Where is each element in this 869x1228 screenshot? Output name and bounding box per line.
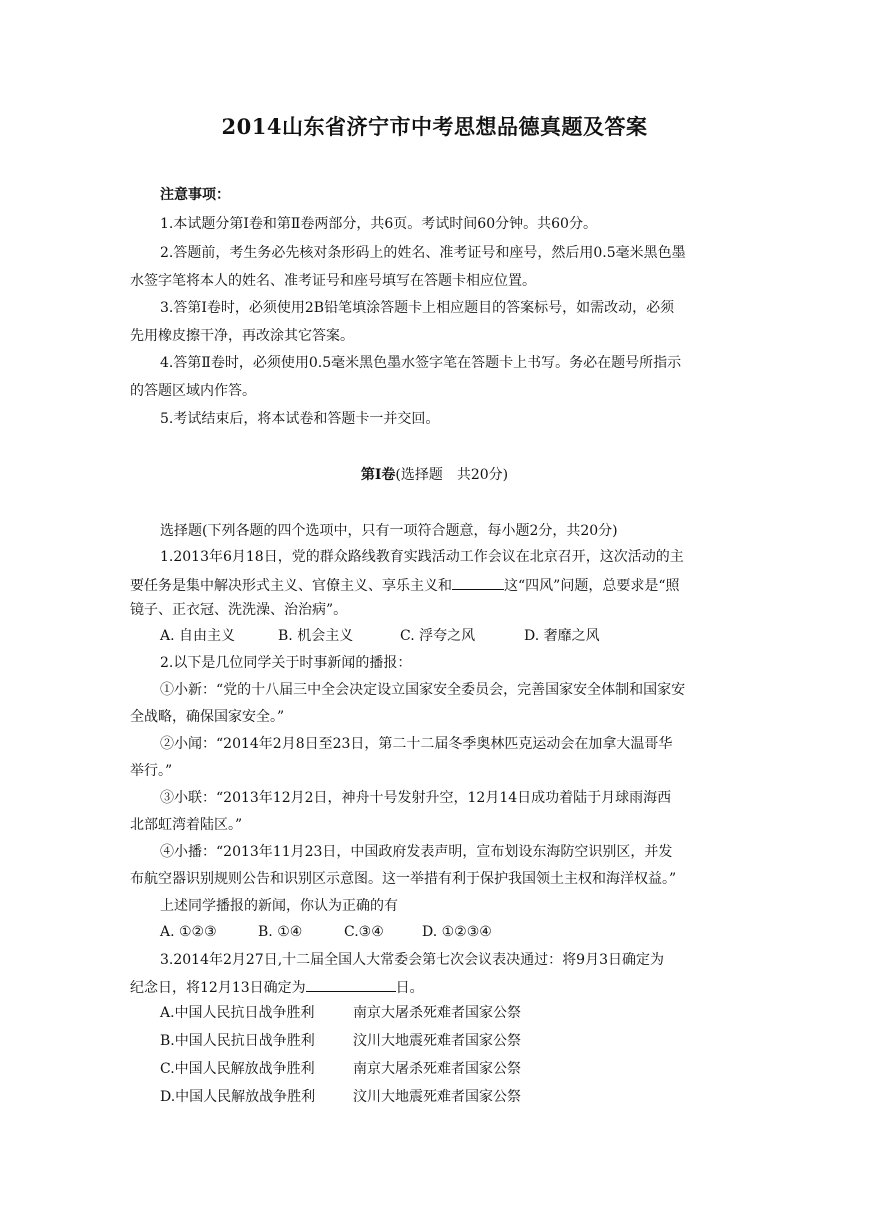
q3-line2 xyxy=(130,977,740,997)
q2-item: ④小播：“2013年11月23日，中国政府发表声明，宣布划设东海防空识别区，并发 xyxy=(160,844,673,860)
q3-option-a-day: 南京大屠杀死难者国家公祭 xyxy=(353,1005,521,1021)
section-title-rest: (选择题 共20分) xyxy=(395,467,509,483)
q1-line2-b: 这“四风”问题，总要求是“照 xyxy=(504,578,680,594)
q2-item: ①小新：“党的十八届三中全会决定设立国家安全委员会，完善国家安全体制和国家安 xyxy=(160,682,686,698)
q3-option-b-event: B.中国人民抗日战争胜利 xyxy=(160,1033,315,1049)
q1-line3: 镜子、正衣冠、洗洗澡、治治病”。 xyxy=(130,602,348,618)
q2-question: 上述同学播报的新闻，你认为正确的有 xyxy=(160,898,398,914)
notice-heading: 注意事项： xyxy=(160,187,230,203)
q3-option xyxy=(160,1088,740,1106)
q3-line2-a: 纪念日，将12月13日确定为 xyxy=(130,980,306,996)
q2-intro: 2.以下是几位同学关于时事新闻的播报： xyxy=(160,655,412,671)
section-title-bold: 第Ⅰ卷 xyxy=(360,467,396,483)
q3-option-d-event: D.中国人民解放战争胜利 xyxy=(160,1089,316,1105)
q2-item: 全战略，确保国家安全。” xyxy=(130,709,285,725)
q1-blank xyxy=(452,575,504,590)
q1-line1: 1.2013年6月18日，党的群众路线教育实践活动工作会议在北京召开，这次活动的主 xyxy=(160,549,684,565)
notice-item: 4.答第Ⅱ卷时，必须使用0.5毫米黑色墨水签字笔在答题卡上书写。务必在题号所指示 xyxy=(160,355,682,371)
section-title xyxy=(0,466,869,484)
q3-option-d-day: 汶川大地震死难者国家公祭 xyxy=(353,1089,521,1105)
q1-option-b: B. 机会主义 xyxy=(278,628,354,644)
notice-item: 的答题区域内作答。 xyxy=(130,383,256,399)
notice-item: 1.本试题分第Ⅰ卷和第Ⅱ卷两部分，共6页。考试时间60分钟。共60分。 xyxy=(160,216,597,232)
q2-item: 举行。” xyxy=(130,763,173,779)
q1-line2-a: 要任务是集中解决形式主义、官僚主义、享乐主义和 xyxy=(130,578,452,594)
q2-item: 北部虹湾着陆区。” xyxy=(130,817,243,833)
q1-line2 xyxy=(130,575,740,595)
notice-item: 先用橡皮擦干净，再改涂其它答案。 xyxy=(130,328,354,344)
page-title: 2014山东省济宁市中考思想品德真题及答案 xyxy=(221,114,648,139)
q1-option-c: C. 浮夸之风 xyxy=(400,628,476,644)
q2-option-d: D. ①②③④ xyxy=(422,924,492,940)
q1-options xyxy=(160,627,740,645)
q3-option-b-day: 汶川大地震死难者国家公祭 xyxy=(353,1033,521,1049)
q3-option xyxy=(160,1060,740,1078)
q2-item: ②小闻：“2014年2月8日至23日，第二十二届冬季奥林匹克运动会在加拿大温哥华 xyxy=(160,736,673,752)
q1-option-a: A. 自由主义 xyxy=(160,628,236,644)
q3-line1: 3.2014年2月27日,十二届全国人大常委会第七次会议表决通过：将9月3日确定为 xyxy=(160,952,664,968)
choice-instructions: 选择题(下列各题的四个选项中，只有一项符合题意，每小题2分，共20分) xyxy=(160,523,618,539)
q3-option-c-day: 南京大屠杀死难者国家公祭 xyxy=(353,1061,521,1077)
notice-item: 2.答题前，考生务必先核对条形码上的姓名、准考证号和座号，然后用0.5毫米黑色墨 xyxy=(160,245,686,261)
q3-option-c-event: C.中国人民解放战争胜利 xyxy=(160,1061,315,1077)
q2-item: ③小联：“2013年12月2日，神舟十号发射升空，12月14日成功着陆于月球雨海西 xyxy=(160,790,672,806)
notice-item: 3.答第Ⅰ卷时，必须使用2B铅笔填涂答题卡上相应题目的答案标号，如需改动，必须 xyxy=(160,300,675,316)
q2-item: 布航空器识别规则公告和识别区示意图。这一举措有利于保护我国领土主权和海洋权益。” xyxy=(130,871,677,887)
q3-option-a-event: A.中国人民抗日战争胜利 xyxy=(160,1005,315,1021)
notice-item: 5.考试结束后，将本试卷和答题卡一并交回。 xyxy=(160,411,440,427)
notice-item: 水签字笔将本人的姓名、准考证号和座号填写在答题卡相应位置。 xyxy=(130,273,536,289)
q1-option-d: D. 奢靡之风 xyxy=(524,628,600,644)
q3-option xyxy=(160,1004,740,1022)
q3-blank xyxy=(306,977,396,992)
q2-option-a: A. ①②③ xyxy=(160,924,217,940)
q2-option-c: C.③④ xyxy=(344,924,384,940)
q3-option xyxy=(160,1032,740,1050)
q2-option-b: B. ①④ xyxy=(258,924,303,940)
q2-options xyxy=(160,923,740,941)
q3-line2-b: 日。 xyxy=(395,980,424,996)
